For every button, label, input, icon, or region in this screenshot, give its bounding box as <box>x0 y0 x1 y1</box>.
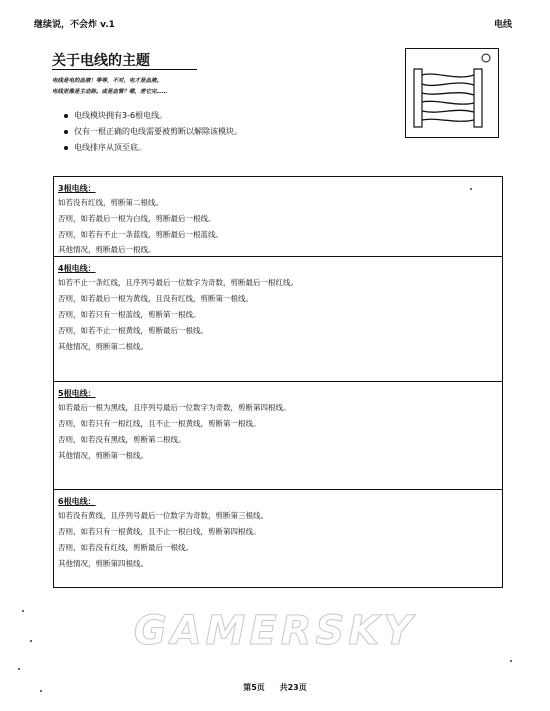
rule-line: 否则，如若有不止一条蓝线，剪断最后一根蓝线。 <box>58 230 223 239</box>
rule-line: 否则，如若只有一根红线，且不止一根黄线，剪断第一根线。 <box>58 419 261 428</box>
section-heading: 5根电线： <box>58 389 96 398</box>
rule-line: 否则，如若没有红线，剪断最后一根线。 <box>58 543 193 552</box>
intro-line: 电线更像是主动脉。或是血管？嗯，差它完…… <box>52 89 168 95</box>
paper-speck <box>510 660 512 662</box>
rule-line: 如若最后一根为黑线，且序列号最后一位数字为奇数，剪断第四根线。 <box>58 403 291 412</box>
rule-line: 其他情况，剪断第一根线。 <box>58 451 148 460</box>
section-heading: 4根电线： <box>58 264 96 273</box>
paper-speck <box>470 188 472 190</box>
rule-line: 否则，如若没有黑线，剪断第二根线。 <box>58 435 186 444</box>
page-total: 共23页 <box>279 683 307 692</box>
rule-line: 否则，如若最后一根为白线，剪断最后一根线。 <box>58 214 216 223</box>
section-heading: 3根电线： <box>58 184 96 193</box>
rule-line: 其他情况，剪断最后一根线。 <box>58 245 156 254</box>
page-footer <box>0 682 550 693</box>
rule-line: 如若没有黄线，且序列号最后一位数字为奇数，剪断第三根线。 <box>58 511 268 520</box>
rules-section-5-wires <box>54 382 502 490</box>
bullet-item: 仅有一根正确的电线需要被剪断以解除该模块。 <box>64 124 242 140</box>
rule-line: 如若不止一条红线，且序列号最后一位数字为奇数，剪断最后一根红线。 <box>58 278 298 287</box>
bullet-item: 电线模块拥有3-6根电线。 <box>64 108 242 124</box>
watermark: GAMERSKY <box>133 608 417 654</box>
wire-rules-table <box>53 176 503 588</box>
bullet-list <box>64 108 242 156</box>
bullet-item: 电线排序从顶至底。 <box>64 140 242 156</box>
rules-section-6-wires <box>54 490 502 587</box>
header-left-title: 继续说，不会炸 v.1 <box>34 20 115 30</box>
paper-speck <box>30 640 32 642</box>
page-number: 第5页 <box>243 683 265 692</box>
rule-line: 如若没有红线，剪断第二根线。 <box>58 198 163 207</box>
rule-line: 其他情况，剪断第四根线。 <box>58 559 148 568</box>
title-underline <box>52 69 197 70</box>
paper-speck <box>18 668 20 670</box>
rule-line: 否则，如若不止一根黄线，剪断最后一根线。 <box>58 326 208 335</box>
rules-section-3-wires <box>54 177 502 257</box>
rules-section-4-wires <box>54 257 502 382</box>
paper-speck <box>22 610 24 612</box>
rule-line: 其他情况，剪断第二根线。 <box>58 342 148 351</box>
paper-speck <box>40 690 42 692</box>
rule-line: 否则，如若最后一根为黄线，且没有红线，剪断第一根线。 <box>58 294 253 303</box>
header-right-title: 电线 <box>493 20 512 30</box>
intro-line: 电线是电的血液！等等，不对，电才是血液。 <box>52 78 163 84</box>
section-heading: 6根电线： <box>58 497 96 506</box>
wires-module-icon <box>405 48 499 138</box>
section-title: 关于电线的主题 <box>52 53 150 69</box>
rule-line: 否则，如若只有一根蓝线，剪断第一根线。 <box>58 310 201 319</box>
rule-line: 否则，如若只有一根黄线，且不止一根白线，剪断第四根线。 <box>58 527 261 536</box>
